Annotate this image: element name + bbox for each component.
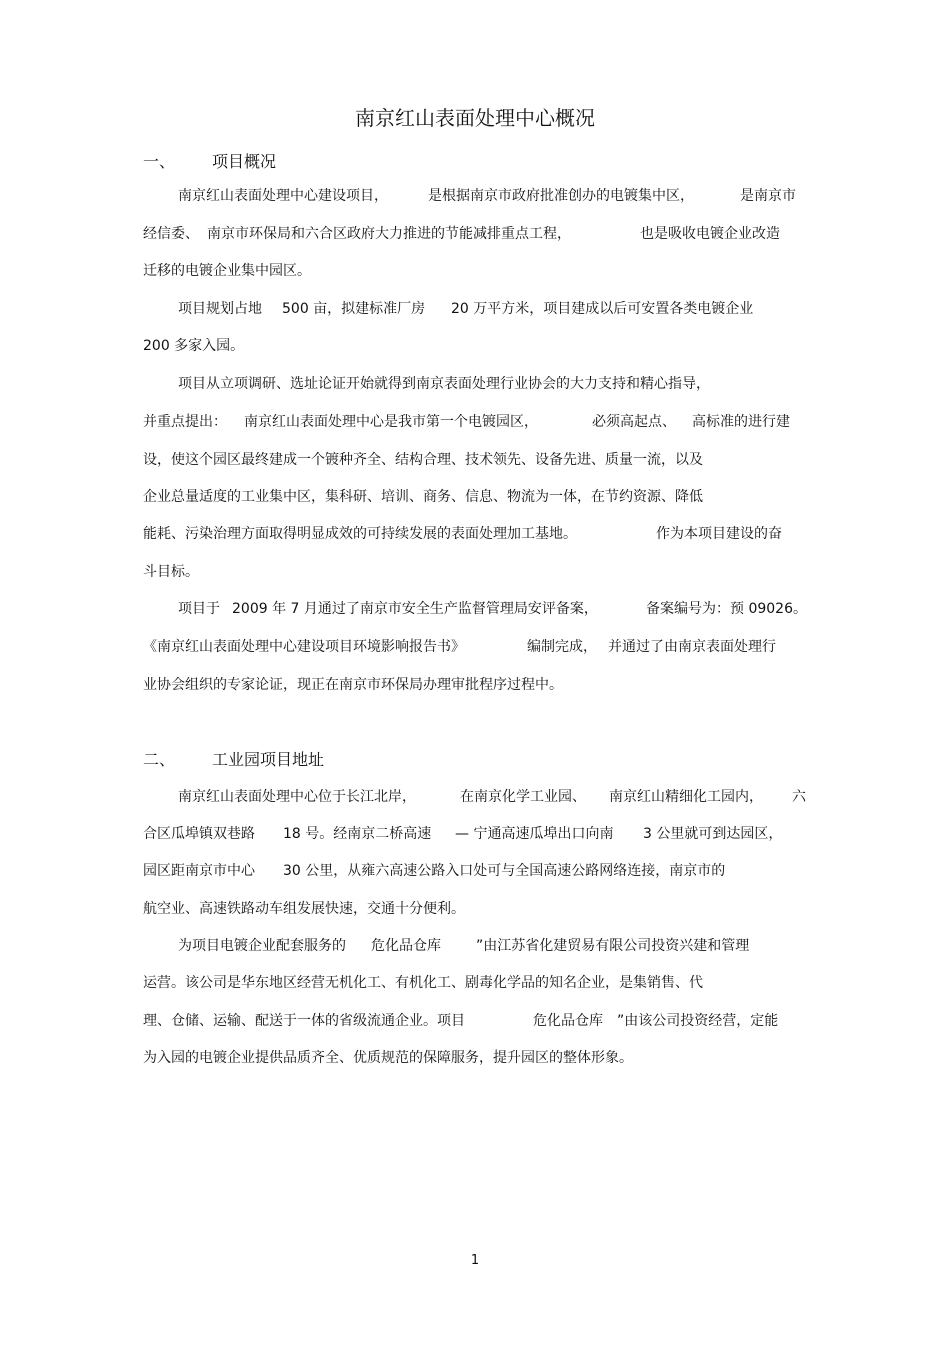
paragraph-text: 500 亩，拟建标准厂房: [282, 301, 426, 317]
paragraph-text: 危化品仓库: [533, 1013, 603, 1029]
paragraph-text: 能耗、污染治理方面取得明显成效的可持续发展的表面处理加工基地。: [143, 526, 577, 542]
paragraph-text: 在南京化学工业园、: [460, 789, 586, 805]
paragraph-text: 备案编号为：预 09026。: [646, 601, 807, 617]
page-number: 1: [470, 1253, 480, 1268]
paragraph-text: 项目从立项调研、选址论证开始就得到南京表面处理行业协会的大力支持和精心指导，: [178, 376, 710, 392]
paragraph-text: 南京红山表面处理中心是我市第一个电镀园区，: [244, 414, 538, 430]
paragraph-text: 并重点提出：: [143, 414, 227, 430]
paragraph-text: 也是吸收电镀企业改造: [640, 226, 780, 242]
section-number: 二、: [143, 750, 176, 769]
paragraph-text: 项目于: [178, 601, 220, 617]
section-heading: 工业园项目地址: [212, 750, 325, 769]
paragraph-text: 理、仓储、运输、配送于一体的省级流通企业。项目: [143, 1013, 465, 1029]
paragraph-text: 南京红山表面处理中心位于长江北岸，: [178, 789, 416, 805]
section-number: 一、: [143, 152, 176, 171]
paragraph-text: 企业总量适度的工业集中区，集科研、培训、商务、信息、物流为一体，在节约资源、降低: [143, 489, 703, 505]
paragraph-text: 高标准的进行建: [692, 414, 790, 430]
section-heading: 项目概况: [212, 152, 277, 171]
paragraph-text: 是根据南京市政府批准创办的电镀集中区，: [428, 188, 694, 204]
paragraph-text: 设，使这个园区最终建成一个镀种齐全、结构合理、技术领先、设备先进、质量一流，以及: [143, 452, 703, 468]
paragraph-text: ”由该公司投资经营，定能: [617, 1013, 779, 1029]
paragraph-text: 六: [792, 789, 806, 805]
paragraph-text: 2009 年 7 月通过了南京市安全生产监督管理局安评备案，: [232, 601, 598, 617]
paragraph-text: 运营。该公司是华东地区经营无机化工、有机化工、剧毒化学品的知名企业，是集销售、代: [143, 975, 703, 991]
paragraph-text: 业协会组织的专家论证，现正在南京市环保局办理审批程序过程中。: [143, 677, 563, 693]
paragraph-text: 危化品仓库: [371, 938, 441, 954]
paragraph-text: 作为本项目建设的奋: [656, 526, 782, 542]
paragraph-text: 经信委、: [143, 226, 199, 242]
paragraph-text: 南京红山表面处理中心建设项目，: [178, 188, 388, 204]
paragraph-text: 并通过了由南京表面处理行: [608, 639, 776, 655]
paragraph-text: 18 号。经南京二桥高速: [283, 826, 432, 842]
paragraph-text: 20 万平方米，项目建成以后可安置各类电镀企业: [451, 301, 754, 317]
paragraph-text: 编制完成，: [527, 639, 597, 655]
paragraph-text: 200 多家入园。: [143, 338, 245, 354]
paragraph-text: 项目规划占地: [178, 301, 262, 317]
paragraph-text: 迁移的电镀企业集中园区。: [143, 263, 311, 279]
paragraph-text: 为项目电镀企业配套服务的: [178, 938, 346, 954]
paragraph-text: 30 公里，从雍六高速公路入口处可与全国高速公路网络连接，南京市的: [283, 863, 726, 879]
paragraph-text: 南京市环保局和六合区政府大力推进的节能减排重点工程，: [207, 226, 571, 242]
paragraph-text: 《南京红山表面处理中心建设项目环境影响报告书》: [143, 639, 465, 655]
paragraph-text: ”由江苏省化建贸易有限公司投资兴建和管理: [476, 938, 750, 954]
paragraph-text: 合区瓜埠镇双巷路: [143, 826, 255, 842]
paragraph-text: 3 公里就可到达园区，: [643, 826, 783, 842]
paragraph-text: 园区距南京市中心: [143, 863, 255, 879]
paragraph-text: 为入园的电镀企业提供品质齐全、优质规范的保障服务，提升园区的整体形象。: [143, 1050, 633, 1066]
paragraph-text: 是南京市: [740, 188, 796, 204]
document-title: 南京红山表面处理中心概况: [355, 106, 595, 130]
paragraph-text: 南京红山精细化工园内，: [609, 789, 763, 805]
paragraph-text: 航空业、高速铁路动车组发展快速，交通十分便利。: [143, 901, 465, 917]
paragraph-text: 斗目标。: [143, 564, 199, 580]
paragraph-text: — 宁通高速瓜埠出口向南: [455, 826, 614, 842]
paragraph-text: 必须高起点、: [592, 414, 676, 430]
